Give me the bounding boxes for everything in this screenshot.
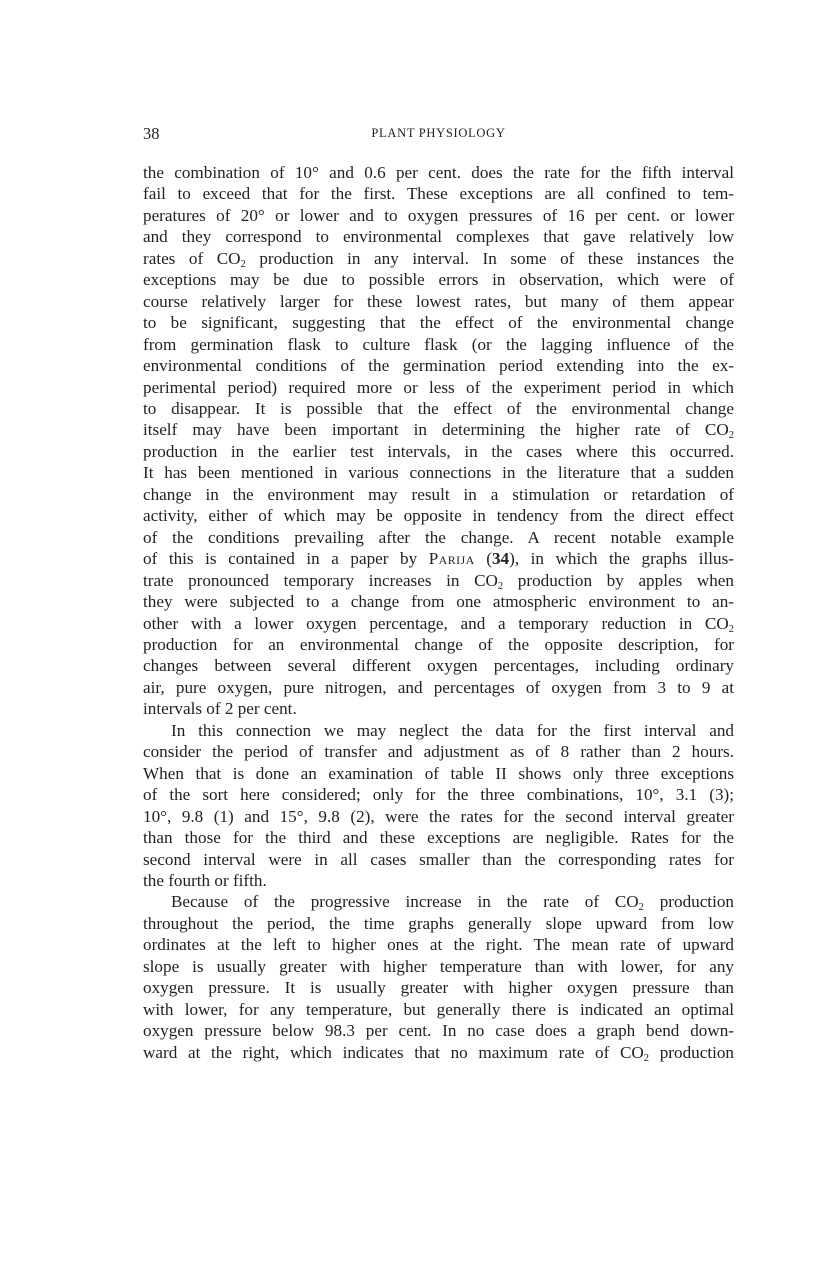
- body-text: [143, 162, 734, 1063]
- text-line: intervals of 2 per cent.: [143, 699, 297, 719]
- text-line: air, pure oxygen, pure nitrogen, and percentages of oxygen from 3 to 9 at: [143, 677, 734, 697]
- subscript: 2: [643, 1052, 650, 1064]
- text-line: throughout the period, the time graphs generally slope upward from low: [143, 913, 734, 933]
- subscript: 2: [638, 902, 644, 914]
- text-line: the combination of 10° and 0.6 per cent. does the rate for the fifth interval: [143, 163, 734, 182]
- paragraph-2: [143, 720, 734, 892]
- text-line: consider the period of transfer and adjustment as of 8 rather than 2 hours.: [143, 742, 734, 762]
- subscript: 2: [497, 580, 504, 592]
- text-line: peratures of 20° or lower and to oxygen pressures of 16 per cent. or lower: [143, 205, 734, 225]
- text-line: rates of $CO_2$ production in any interval. In some of these instances the: [143, 248, 734, 270]
- text-line: It has been mentioned in various connections in the literature that a sudden: [143, 463, 734, 483]
- text-line: changes between several different oxygen percentages, including ordinary: [143, 656, 734, 676]
- text-line: from germination flask to culture flask (or the lagging influence of the: [143, 334, 734, 354]
- subscript: 2: [240, 258, 246, 270]
- text-line: production for an environmental change of the opposite description, for: [143, 634, 734, 654]
- text-line: to disappear. It is possible that the effect of the environmental change: [143, 398, 734, 418]
- text-line: and they correspond to environmental complexes that gave relatively low: [143, 227, 734, 247]
- text-line: ward at the right, which indicates that no maximum rate of $CO_2$ production: [143, 1042, 734, 1064]
- page-header: [143, 124, 734, 144]
- running-head: PLANT PHYSIOLOGY: [371, 126, 506, 140]
- text-line: change in the environment may result in a stimulation or retardation of: [143, 484, 734, 504]
- text-line: production in the earlier test intervals, in the cases where this occurred.: [143, 441, 734, 461]
- text-line: oxygen pressure. It is usually greater with higher oxygen pressure than: [143, 978, 734, 998]
- page-number: 38: [143, 124, 160, 143]
- text-line: environmental conditions of the germination period extending into the ex-: [143, 356, 734, 376]
- text-line: In this connection we may neglect the data for the first interval and: [171, 720, 734, 740]
- subscript: 2: [728, 430, 734, 442]
- text-line: exceptions may be due to possible errors in observation, which were of: [143, 270, 734, 290]
- text-line: second interval were in all cases smaller than the corresponding rates for: [143, 849, 734, 869]
- text-line: other with a lower oxygen percentage, and a temporary reduction in $CO_2$: [143, 613, 734, 635]
- text-line: ordinates at the left to higher ones at the right. The mean rate of upward: [143, 935, 734, 955]
- text-line: slope is usually greater with higher temperature than with lower, for any: [143, 956, 734, 976]
- text-line: 10°, 9.8 (1) and 15°, 9.8 (2), were the rates for the second interval greater: [143, 806, 734, 826]
- text-line: fail to exceed that for the first. These exceptions are all confined to tem-: [143, 184, 734, 204]
- text-line: of the conditions prevailing after the change. A recent notable example: [143, 527, 734, 547]
- text-line: perimental period) required more or less of the experiment period in which: [143, 377, 734, 397]
- text-line: they were subjected to a change from one atmospheric environment to an-: [143, 592, 734, 612]
- text-line: than those for the third and these exceptions are negligible. Rates for the: [143, 828, 734, 848]
- text-line: of the sort here considered; only for the three combinations, 10°, 3.1 (3);: [143, 785, 734, 805]
- text-line: itself may have been important in determining the higher rate of $CO_2$: [143, 420, 734, 442]
- text-line: activity, either of which may be opposite in tendency from the direct effect: [143, 506, 734, 526]
- text-line: the fourth or fifth.: [143, 870, 267, 890]
- subscript: 2: [728, 623, 734, 635]
- text-line: course relatively larger for these lowest rates, but many of them appear: [143, 291, 734, 311]
- paragraph-3: [143, 891, 734, 1063]
- paragraph-1: [143, 162, 734, 720]
- text-line: with lower, for any temperature, but generally there is indicated an optimal: [143, 999, 734, 1019]
- text-line: When that is done an examination of table II shows only three exceptions: [143, 763, 734, 783]
- text-line: trate pronounced temporary increases in $CO_2$ production by apples when: [143, 570, 734, 592]
- reference-number: 34: [491, 549, 510, 569]
- author-citation: Parija: [428, 549, 475, 569]
- text-line: to be significant, suggesting that the effect of the environmental change: [143, 313, 734, 333]
- text-line: of this is contained in a paper by Parija (34), in which the graphs illus-: [143, 549, 735, 569]
- text-line: oxygen pressure below 98.3 per cent. In no case does a graph bend down-: [143, 1021, 734, 1041]
- text-line: Because of the progressive increase in the rate of $CO_2$ production: [171, 892, 734, 914]
